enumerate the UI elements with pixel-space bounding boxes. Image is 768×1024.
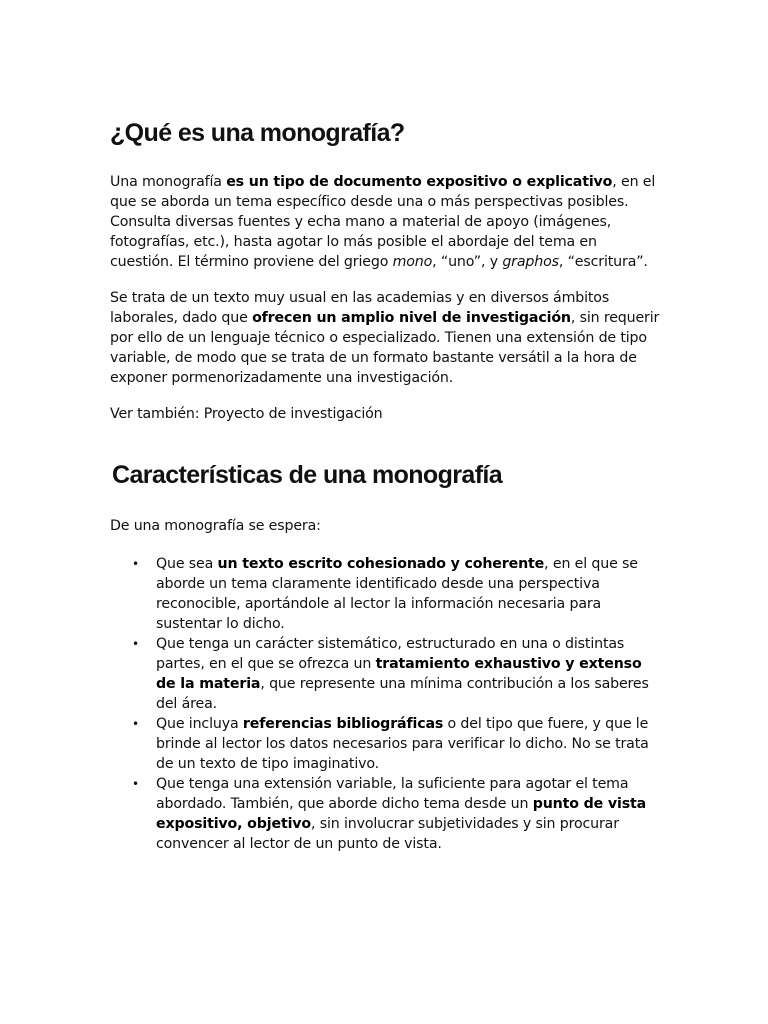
- highlight-text: referencias bibliográficas: [242, 716, 444, 732]
- text-run: Se trata de un texto muy usual en las academias y en diversos ámbitos laborales, dado que: [110, 290, 610, 326]
- highlight-text: es un tipo de documento expositivo o explicativo: [226, 174, 613, 190]
- heading-what-is-monograph: ¿Qué es una monografía?: [110, 119, 405, 147]
- italic-term: mono: [392, 254, 433, 270]
- text-run: , sin involucrar subjetividades y sin procurar convencer al lector de un punto de vista.: [156, 816, 619, 852]
- text-run: , en el que se aborde un tema claramente identificado desde una perspectiva reconocible, aportándole al lector la información necesaria para sustentar lo dicho.: [156, 556, 638, 632]
- list-item: [110, 554, 662, 634]
- text-run: Que sea: [156, 556, 218, 572]
- see-also-line: Ver también: Proyecto de investigación: [110, 406, 383, 422]
- text-run: o del tipo que fuere, y que le brinde al lector los datos necesarios para verificar lo dicho. No se trata de un texto de tipo imaginativo.: [156, 716, 649, 772]
- text-run: Una monografía: [110, 174, 227, 190]
- bullet-icon: •: [132, 637, 139, 651]
- text-run: Que tenga una extensión variable, la suficiente para agotar el tema abordado. También, que aborde dicho tema desde un: [156, 776, 629, 812]
- text-run: , en el que se aborda un tema específico desde una o más perspectivas posibles. Consulta diversas fuentes y echa mano a material de apoyo (imágenes, fotografías, etc.), hasta agotar lo más posible el abordaje del tema en cuestión. El término proviene del griego: [110, 174, 656, 270]
- bullet-icon: •: [132, 777, 139, 791]
- characteristics-intro: De una monografía se espera:: [110, 518, 321, 534]
- text-run: , que represente una mínima contribución a los saberes del área.: [156, 676, 649, 712]
- highlight-text: punto de vista expositivo, objetivo: [156, 796, 647, 832]
- paragraph-usage: [110, 288, 662, 388]
- heading-characteristics: Características de una monografía: [112, 461, 503, 489]
- text-run: , “escritura”.: [558, 254, 648, 270]
- paragraph-definition: [110, 172, 662, 272]
- text-run: Que tenga un carácter sistemático, estructurado en una o distintas partes, en el que se ofrezca un: [156, 636, 625, 672]
- text-run: , sin requerir por ello de un lenguaje técnico o especializado. Tienen una extensión de tipo variable, de modo que se trata de un formato bastante versátil a la hora de exponer pormenorizadamente una investigación.: [110, 310, 660, 386]
- highlight-text: ofrecen un amplio nivel de investigación: [252, 310, 571, 326]
- list-item: [110, 714, 662, 774]
- italic-term: graphos: [502, 254, 559, 270]
- characteristics-list: [110, 554, 662, 854]
- bullet-icon: •: [132, 557, 139, 571]
- list-item: [110, 634, 662, 714]
- highlight-text: tratamiento exhaustivo y extenso de la materia: [156, 656, 642, 692]
- text-run: , “uno”, y: [432, 254, 503, 270]
- list-item: [110, 774, 662, 854]
- highlight-text: un texto escrito cohesionado y coherente: [217, 556, 545, 572]
- text-run: Que incluya: [156, 716, 243, 732]
- bullet-icon: •: [132, 717, 139, 731]
